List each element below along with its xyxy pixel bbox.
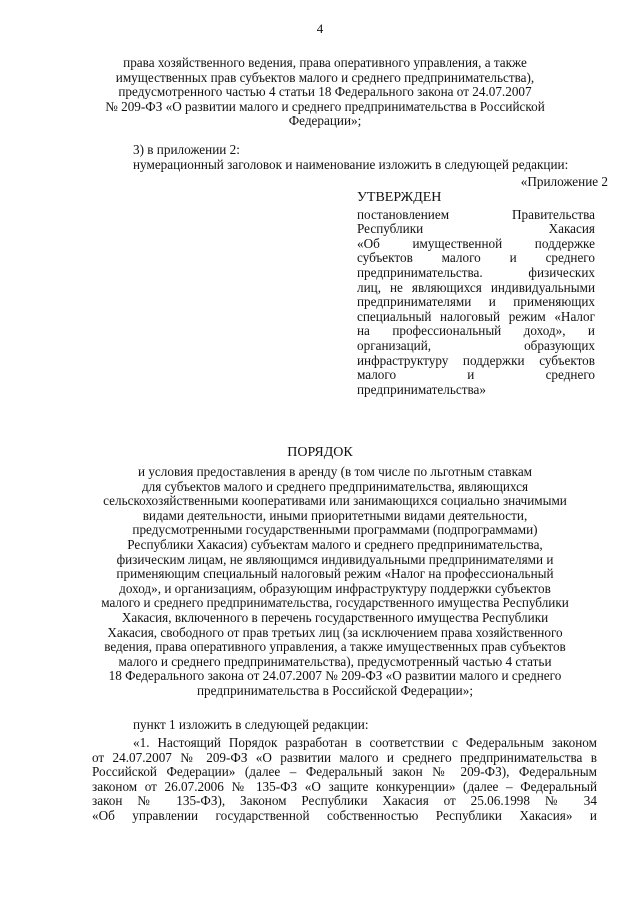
point-1-line: законом от 26.07.2006 № 135-ФЗ «О защите конкуренции» (далее – Федеральный (92, 778, 597, 794)
order-line: предусмотренными государственными программами (подпрограммами) (132, 522, 538, 538)
order-title: ПОРЯДОК (287, 445, 353, 460)
approval-line: инфраструктуру поддержки субъектов (357, 352, 595, 368)
page-number: 4 (316, 21, 324, 36)
approval-line: организаций, образующих (357, 337, 595, 353)
order-line: и условия предоставления в аренду (в том числе по льготным ставкам (137, 464, 533, 479)
approval-line: на профессиональный доход», и (357, 323, 595, 339)
approval-line: малого и среднего (357, 367, 595, 383)
item-3-instruction: нумерационный заголовок и наименование изложить в следующей редакции: (133, 157, 569, 172)
approval-line: специальный налоговый режим «Налог (357, 308, 595, 324)
intro-line: № 209-ФЗ «О развитии малого и среднего предпринимательства в Российской (105, 98, 545, 114)
approval-line: постановлением Правительства (357, 206, 595, 222)
point-1-line: Российской Федерации» (далее – Федеральный закон № 209-ФЗ), Федеральным (92, 764, 597, 780)
approval-block (357, 191, 595, 397)
intro-paragraph (85, 56, 565, 129)
item-3: 3) в приложении 2: (133, 142, 240, 157)
appendix-label: «Приложение 2 (520, 174, 608, 189)
point-1-line: от 24.07.2007 № 209-ФЗ «О развитии малого и среднего предпринимательства в (92, 749, 597, 765)
point-1-instruction: пункт 1 изложить в следующей редакции: (133, 717, 369, 732)
approval-line: субъектов малого и среднего (357, 250, 595, 266)
intro-line: права хозяйственного ведения, права оперативного управления, а также (123, 55, 527, 70)
point-1-line: «Об управлении государственной собственностью Республики Хакасия» и (92, 807, 597, 823)
intro-line: предусмотренного частью 4 статьи 18 Федерального закона от 24.07.2007 (118, 84, 532, 100)
order-line: 18 Федерального закона от 24.07.2007 № 209-ФЗ «О развитии малого и среднего (108, 668, 562, 684)
order-line: малого и среднего предпринимательства), предусмотренный частью 4 статьи (118, 653, 552, 669)
order-line: физическим лицам, не являющимся индивидуальными предпринимателями и (116, 551, 554, 567)
point-1-line: закон № 135-ФЗ), Законом Республики Хакасия от 25.06.1998 № 34 (92, 793, 597, 809)
order-line: применяющим специальный налоговый режим «Налог на профессиональный (116, 566, 554, 582)
order-line: для субъектов малого и среднего предпринимательства, являющихся (141, 478, 529, 494)
approval-line: лиц, не являющихся индивидуальными (357, 279, 595, 295)
order-line: видами деятельности, иными приоритетными видами деятельности, (142, 507, 528, 523)
approval-line: предпринимателями и применяющих (357, 294, 595, 310)
order-line: малого и среднего предпринимательства, государственного имущества Республики (101, 595, 569, 611)
approval-line: Республики Хакасия (357, 221, 595, 237)
order-line: доход», и организациям, образующим инфраструктуру поддержки субъектов (119, 580, 551, 596)
order-description (80, 465, 590, 699)
intro-line: Федерации»; (288, 113, 362, 129)
approval-line: «Об имущественной поддержке (357, 235, 595, 251)
order-line: предпринимательства в Российской Федерации»; (196, 682, 473, 698)
approval-line: предпринимательства» (357, 381, 486, 397)
order-line: ведения, права оперативного управления, а также имущественных прав субъектов (104, 639, 566, 655)
point-1-text (92, 736, 597, 824)
point-1-line: «1. Настоящий Порядок разработан в соответствии с Федеральным законом (133, 735, 597, 750)
order-line: Хакасия, свободного от прав третьих лиц (за исключением права хозяйственного (107, 624, 563, 640)
approval-heading: УТВЕРЖДЕН (357, 190, 442, 205)
approval-line: предпринимательства. физических (357, 264, 595, 280)
order-line: Республики Хакасия) субъектам малого и среднего предпринимательства, (127, 536, 543, 552)
intro-line: имущественных прав субъектов малого и среднего предпринимательства), (115, 69, 535, 85)
order-line: Хакасия, включенного в перечень государственного имущества Республики (121, 609, 549, 625)
order-line: сельскохозяйственными кооперативами или занимающихся социально значимыми (103, 493, 567, 509)
